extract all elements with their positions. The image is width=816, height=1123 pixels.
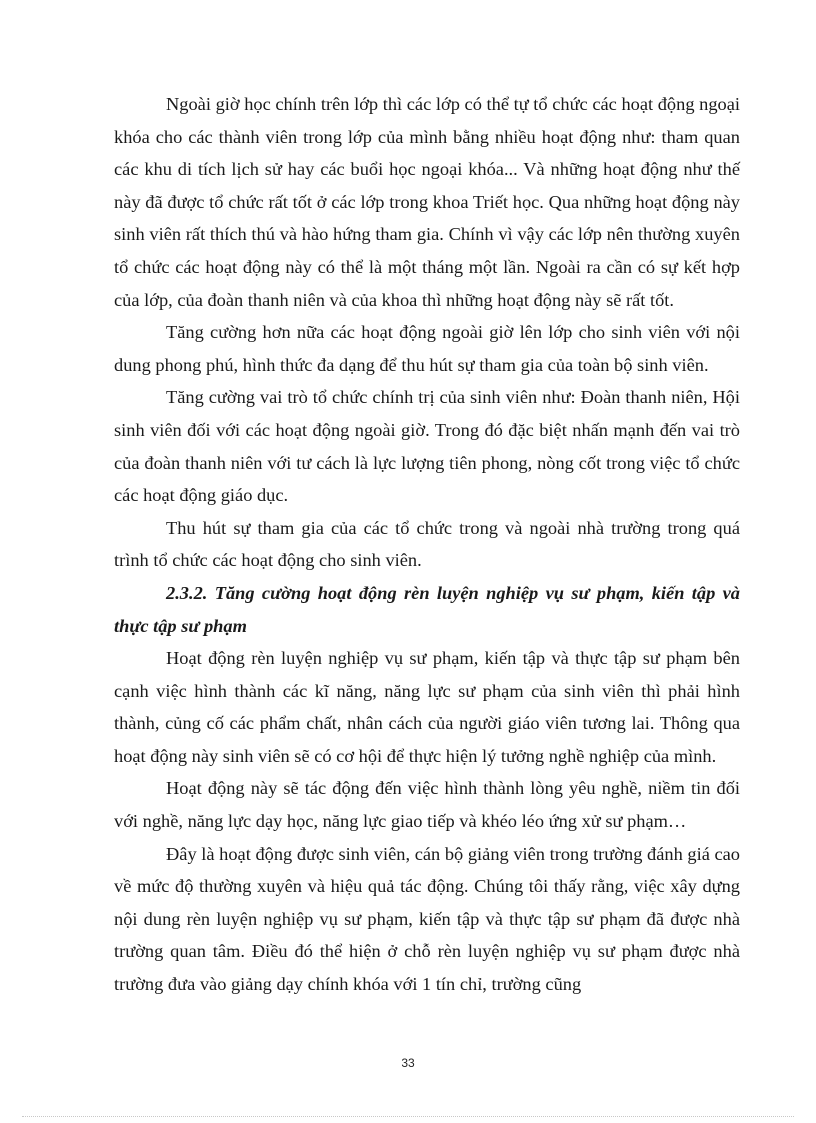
paragraph-impact: Hoạt động này sẽ tác động đến việc hình thành lòng yêu nghề, niềm tin đối với nghề, năng lực dạy học, năng lực giao tiếp và khéo léo ứng xử sư phạm… <box>114 778 740 832</box>
paragraph-political-organizations: Tăng cường vai trò tổ chức chính trị của sinh viên như: Đoàn thanh niên, Hội sinh viên đối với các hoạt động ngoài giờ. Trong đó đặc biệt nhấn mạnh đến vai trò của đoàn thanh niên với tư cách là lực lượng tiên phong, nòng cốt trong việc tổ chức các hoạt động giáo dục. <box>114 387 740 506</box>
page-body <box>114 88 740 1001</box>
paragraph-strengthen-activities: Tăng cường hơn nữa các hoạt động ngoài giờ lên lớp cho sinh viên với nội dung phong phú, hình thức đa dạng để thu hút sự tham gia của toàn bộ sinh viên. <box>114 322 740 375</box>
section-heading-2-3-2: 2.3.2. Tăng cường hoạt động rèn luyện nghiệp vụ sư phạm, kiến tập và thực tập sư phạm <box>114 582 740 636</box>
paragraph-extracurricular-activities: Ngoài giờ học chính trên lớp thì các lớp có thể tự tổ chức các hoạt động ngoại khóa cho các thành viên trong lớp của mình bằng nhiều hoạt động như: tham quan các khu di tích lịch sử hay các buổi học ngoại khóa... Và những hoạt động như thế này đã được tổ chức rất tốt ở các lớp trong khoa Triết học. Qua những hoạt động này sinh viên rất thích thú và hào hứng tham gia. Chính vì vậy các lớp nên thường xuyên tổ chức các hoạt động này có thể là một tháng một lần. Ngoài ra cần có sự kết hợp của lớp, của đoàn thanh niên và của khoa thì những hoạt động này sẽ rất tốt. <box>114 94 740 310</box>
paragraph-evaluation: Đây là hoạt động được sinh viên, cán bộ giảng viên trong trường đánh giá cao về mức độ thường xuyên và hiệu quả tác động. Chúng tôi thấy rằng, việc xây dựng nội dung rèn luyện nghiệp vụ sư phạm, kiến tập và thực tập sư phạm đã được nhà trường quan tâm. Điều đó thể hiện ở chỗ rèn luyện nghiệp vụ sư phạm được nhà trường đưa vào giảng dạy chính khóa với 1 tín chỉ, trường cũng <box>114 843 740 995</box>
page-number: 33 <box>401 1056 415 1070</box>
paragraph-pedagogical-training: Hoạt động rèn luyện nghiệp vụ sư phạm, kiến tập và thực tập sư phạm bên cạnh việc hình thành các kĩ năng, năng lực sư phạm của sinh viên thì phải hình thành, củng cố các phẩm chất, nhân cách của người giáo viên tương lai. Thông qua hoạt động này sinh viên sẽ có cơ hội để thực hiện lý tưởng nghề nghiệp của mình. <box>114 648 740 766</box>
page-bottom-divider <box>22 1116 794 1117</box>
paragraph-attract-participation: Thu hút sự tham gia của các tổ chức trong và ngoài nhà trường trong quá trình tổ chức các hoạt động cho sinh viên. <box>114 517 740 571</box>
